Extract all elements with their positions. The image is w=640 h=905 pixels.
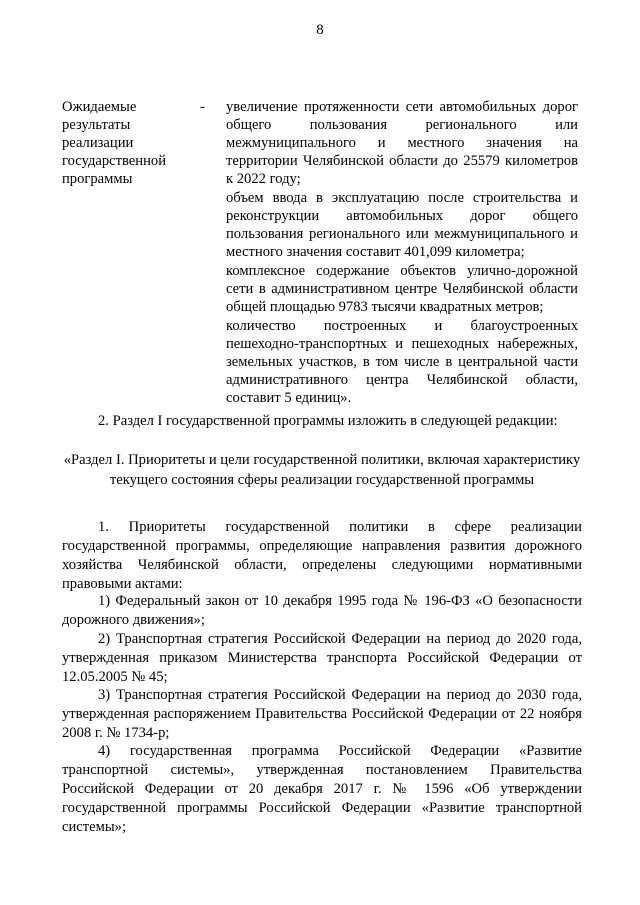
paragraph: 3) Транспортная стратегия Российской Федерации на период до 2030 года, утвержденная распоряжением Правительства Российской Федерации от 22 ноября 2008 г. № 1734-р; xyxy=(62,687,582,741)
section-heading: «Раздел I. Приоритеты и цели государственной политики, включая характеристику текущего состояния сферы реализации государственной программы xyxy=(63,452,581,488)
paragraph: 2) Транспортная стратегия Российской Федерации на период до 2020 года, утвержденная приказом Министерства транспорта Российской Федерации от 12.05.2005 № 45; xyxy=(62,631,582,685)
expected-results-label: Ожидаемые результаты реализации государственной программы xyxy=(62,99,167,187)
result-item: количество построенных и благоустроенных пешеходно-транспортных и пешеходных набережных, земельных участков, в том числе в центральной части административного центра Челябинской области, составит 5 единиц». xyxy=(226,318,578,406)
paragraph: 4) государственная программа Российской Федерации «Развитие транспортной системы», утвержденная постановлением Правительства Российской Федерации от 20 декабря 2017 г. № 1596 «Об утверждении государственной программы Российской Федерации «Развитие транспортной системы»; xyxy=(62,743,582,835)
paragraph: 1. Приоритеты государственной политики в сфере реализации государственной программы, определяющие направления развития дорожного хозяйства Челябинской области, определены следующими нормативными правовыми актами: xyxy=(62,519,582,592)
paragraph: 1) Федеральный закон от 10 декабря 1995 года № 196-ФЗ «О безопасности дорожного движения»; xyxy=(62,593,582,628)
page-number: 8 xyxy=(316,22,324,38)
expected-results-list xyxy=(226,98,578,407)
section-intro: 2. Раздел I государственной программы изложить в следующей редакции: xyxy=(98,413,558,429)
result-item: увеличение протяженности сети автомобильных дорог общего пользования регионального или межмуниципального и местного значения на территории Челябинской области до 25579 километров к 2022 году; xyxy=(226,99,578,187)
result-item: комплексное содержание объектов улично-дорожной сети в административном центре Челябинской области общей площадью 9783 тысячи квадратных метров; xyxy=(226,263,578,315)
result-item: объем ввода в эксплуатацию после строительства и реконструкции автомобильных дорог общего пользования регионального или межмуниципального и местного значения составит 401,099 километра; xyxy=(226,190,578,260)
results-dash: - xyxy=(200,99,205,115)
